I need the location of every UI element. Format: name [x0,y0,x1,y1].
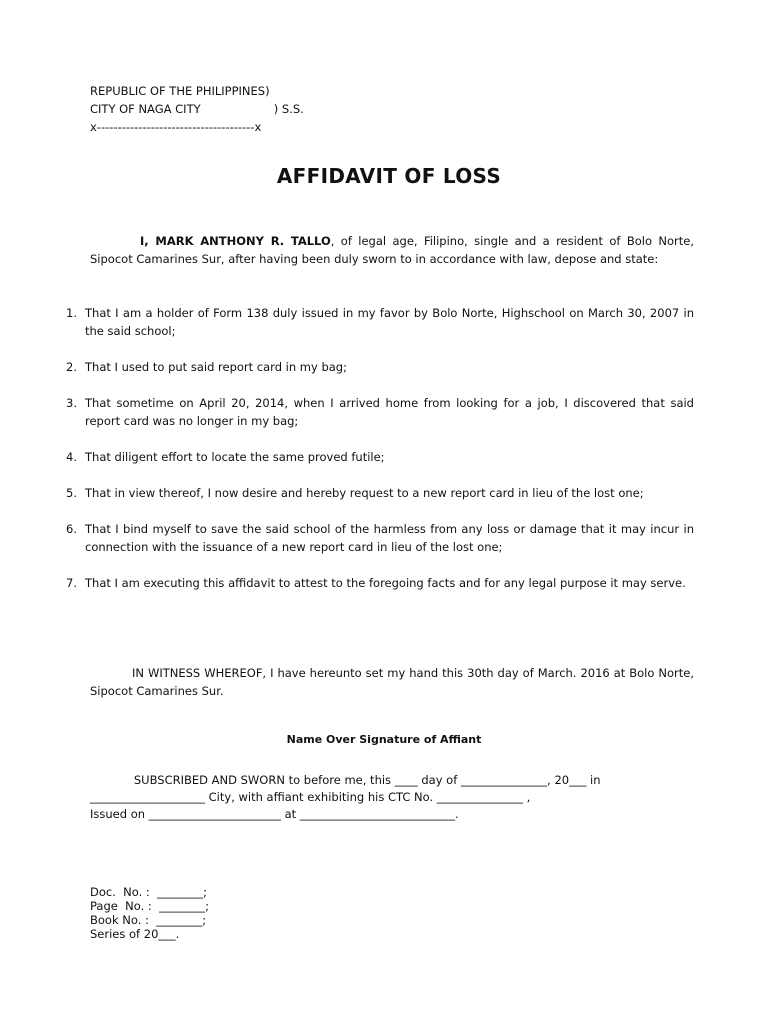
doc-number: Doc. No. : ________; [90,885,207,899]
item-text: That I used to put said report card in my bag; [85,360,347,374]
witness-paragraph: IN WITNESS WHEREOF, I have hereunto set my hand this 30th day of March. 2016 at Bolo Norte, Sipocot Camarines Sur. [90,666,694,698]
list-item [66,574,694,592]
statement-list [66,304,694,610]
item-text: That I bind myself to save the said school of the harmless from any loss or damage that it may incur in connection with the issuance of a new report card in lieu of the lost one; [85,522,694,554]
caption-separator: x--------------------------------------x [90,120,262,134]
venue-caption [90,82,390,136]
intro-text: , of legal age, Filipino, single and a resident of Bolo Norte, Sipocot Camarines Sur, after having been duly sworn to in accordance with law, depose and state: [90,234,694,266]
item-text: That sometime on April 20, 2014, when I arrived home from looking for a job, I discovered that said report card was no longer in my bag; [85,396,694,428]
affiant-name: I, MARK ANTHONY R. TALLO [140,234,331,248]
item-number: 4. [66,450,77,464]
item-number: 5. [66,486,77,500]
item-text: That I am a holder of Form 138 duly issued in my favor by Bolo Norte, Highschool on March 30, 2007 in the said school; [85,306,694,338]
item-number: 6. [66,522,77,536]
list-item [66,520,694,556]
caption-republic: REPUBLIC OF THE PHILIPPINES) [90,84,270,98]
page-number: Page No. : ________; [90,899,209,913]
item-text: That I am executing this affidavit to attest to the foregoing facts and for any legal purpose it may serve. [85,576,686,590]
jurat-line-1: SUBSCRIBED AND SWORN to before me, this ____ day of _______________, 20___ in [90,773,601,787]
list-item [66,448,694,466]
jurat-line-2: ____________________ City, with affiant exhibiting his CTC No. _______________ , [90,790,531,804]
caption-city: CITY OF NAGA CITY ) S.S. [90,102,304,116]
jurat-block [90,771,694,822]
series-year: Series of 20___. [90,927,180,941]
item-text: That in view thereof, I now desire and hereby request to a new report card in lieu of the lost one; [85,486,644,500]
signature-label: Name Over Signature of Affiant [286,733,482,746]
item-number: 3. [66,396,77,410]
item-number: 7. [66,576,77,590]
jurat-line-3: Issued on _______________________ at ___________________________. [90,807,459,821]
item-number: 1. [66,306,77,320]
list-item [66,304,694,340]
list-item [66,358,694,376]
book-number: Book No. : ________; [90,913,207,927]
intro-paragraph [90,232,694,268]
item-number: 2. [66,360,77,374]
list-item [66,484,694,502]
notarial-register [90,883,390,939]
document-title: AFFIDAVIT OF LOSS [276,164,502,188]
list-item [66,394,694,430]
item-text: That diligent effort to locate the same proved futile; [85,450,385,464]
